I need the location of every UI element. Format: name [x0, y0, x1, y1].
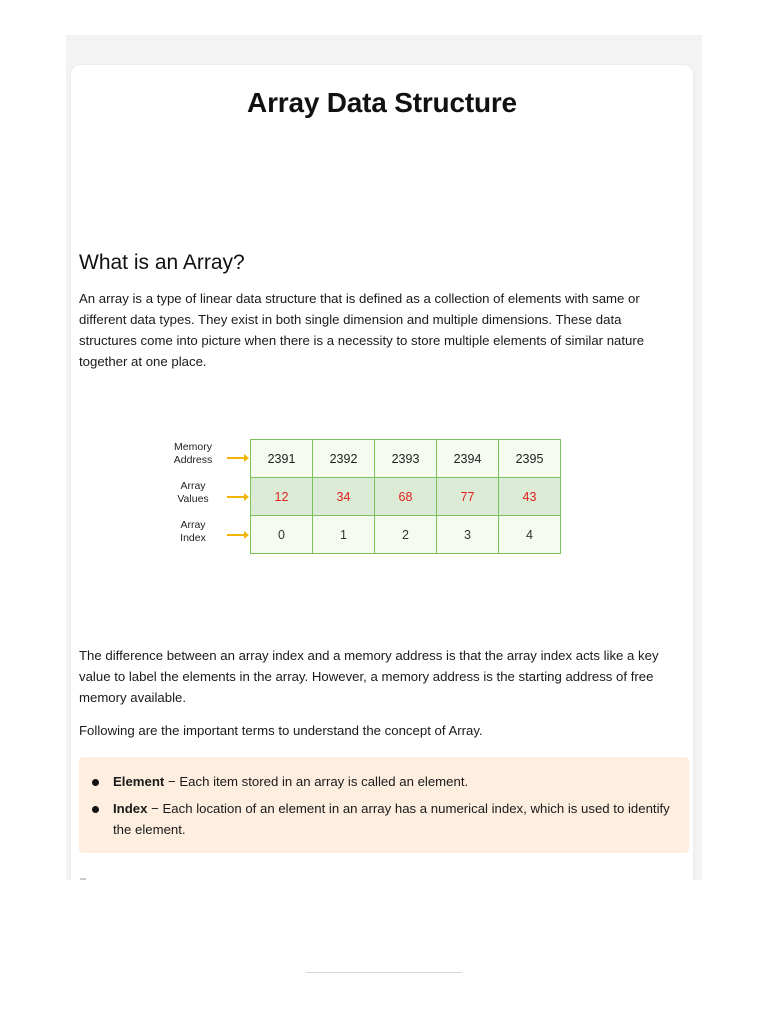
- value-cell: 12: [251, 478, 313, 516]
- terms-intro-paragraph: Following are the important terms to understand the concept of Array.: [79, 723, 483, 738]
- memory-arrow-icon: [227, 457, 245, 459]
- intro-paragraph: An array is a type of linear data structure that is defined as a collection of elements with same or different data types. They exist in both single dimension and multiple dimensions. These data structures come into picture when there is a necessity to store multiple elements of similar nature together at one place.: [79, 291, 645, 369]
- address-cell: 2393: [375, 440, 437, 478]
- values-arrow-icon: [227, 496, 245, 498]
- value-cell: 34: [313, 478, 375, 516]
- index-cell: 1: [313, 516, 375, 554]
- partial-text-fragment: [80, 878, 86, 880]
- array-grid: [250, 439, 561, 554]
- index-label-line2: Index: [180, 532, 206, 544]
- value-cell: 68: [375, 478, 437, 516]
- index-row: [251, 516, 561, 554]
- term-definition: − Each item stored in an array is called an element.: [164, 774, 469, 789]
- memory-label-line1: Memory: [174, 441, 212, 453]
- page-viewport: [66, 35, 702, 880]
- index-arrow-icon: [227, 534, 245, 536]
- index-cell: 0: [251, 516, 313, 554]
- array-index-label: [165, 519, 221, 545]
- index-cell: 2: [375, 516, 437, 554]
- term-name: Element: [113, 774, 165, 789]
- memory-address-label: [165, 441, 221, 467]
- index-cell: 4: [499, 516, 561, 554]
- values-row: [251, 478, 561, 516]
- address-cell: 2394: [437, 440, 499, 478]
- terms-callout: [79, 757, 689, 853]
- article-card: [71, 65, 693, 880]
- list-item: [113, 798, 679, 840]
- term-definition: − Each location of an element in an array has a numerical index, which is used to identify the element.: [113, 801, 670, 837]
- term-name: Index: [113, 801, 148, 816]
- value-cell: 43: [499, 478, 561, 516]
- value-cell: 77: [437, 478, 499, 516]
- address-cell: 2395: [499, 440, 561, 478]
- bottom-divider: [306, 972, 462, 973]
- memory-label-line2: Address: [173, 454, 213, 466]
- index-cell: 3: [437, 516, 499, 554]
- list-item: [113, 771, 679, 792]
- index-label-line1: Array: [180, 519, 206, 531]
- values-label-line2: Values: [177, 493, 209, 505]
- array-values-label: [165, 480, 221, 506]
- array-diagram: [165, 439, 565, 564]
- page-title: Array Data Structure: [247, 87, 517, 118]
- difference-paragraph: The difference between an array index and a memory address is that the array index acts like a key value to label the elements in the array. However, a memory address is the starting address of free memory available.: [79, 648, 659, 705]
- values-label-line1: Array: [180, 480, 206, 492]
- address-cell: 2391: [251, 440, 313, 478]
- section-heading: What is an Array?: [79, 251, 245, 274]
- address-row: [251, 440, 561, 478]
- address-cell: 2392: [313, 440, 375, 478]
